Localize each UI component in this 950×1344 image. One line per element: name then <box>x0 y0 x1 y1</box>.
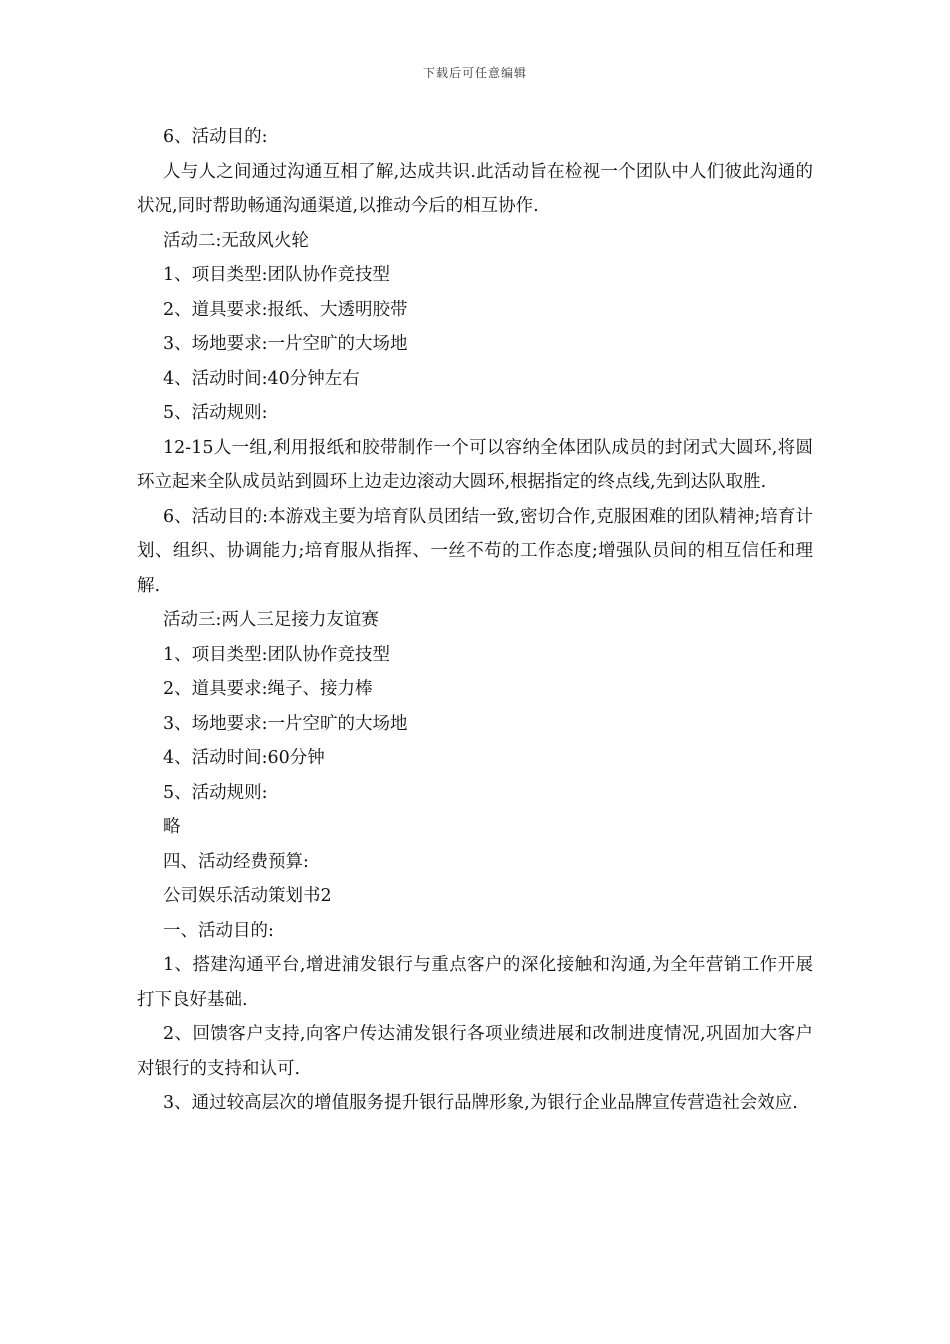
list-item: 5、活动规则: <box>163 403 268 423</box>
paragraph: 略 <box>163 817 181 837</box>
list-item: 2、道具要求:报纸、大透明胶带 <box>163 299 408 320</box>
paragraph: 12-15人一组,利用报纸和胶带制作一个可以容纳全体团队成员的封闭式大圆环,将圆环立起来全队成员站到圆环上边走边滚动大圆环,根据指定的终点线,先到达队取胜. <box>137 437 813 492</box>
section-heading: 四、活动经费预算: <box>163 851 309 872</box>
list-item: 4、活动时间:40分钟左右 <box>163 368 360 389</box>
section-heading: 活动三:两人三足接力友谊赛 <box>163 610 379 630</box>
paragraph: 6、活动目的: <box>163 127 268 147</box>
list-item: 3、场地要求:一片空旷的大场地 <box>163 713 408 734</box>
document-body <box>137 120 813 1121</box>
paragraph: 3、通过较高层次的增值服务提升银行品牌形象,为银行企业品牌宣传营造社会效应. <box>163 1093 798 1113</box>
paragraph: 2、回馈客户支持,向客户传达浦发银行各项业绩进展和改制进度情况,巩固加大客户对银行的支持和认可. <box>137 1024 813 1079</box>
section-heading: 活动二:无敌风火轮 <box>163 230 309 251</box>
section-heading: 一、活动目的: <box>163 920 274 941</box>
list-item: 3、场地要求:一片空旷的大场地 <box>163 334 408 354</box>
list-item: 1、项目类型:团队协作竞技型 <box>163 265 391 285</box>
list-item: 5、活动规则: <box>163 782 268 803</box>
document-title: 公司娱乐活动策划书2 <box>163 886 332 906</box>
list-item: 1、项目类型:团队协作竞技型 <box>163 644 391 665</box>
list-item: 2、道具要求:绳子、接力棒 <box>163 679 373 699</box>
page-header-note: 下载后可任意编辑 <box>422 66 527 80</box>
paragraph: 6、活动目的:本游戏主要为培育队员团结一致,密切合作,克服困难的团队精神;培育计划、组织、协调能力;培育服从指挥、一丝不苟的工作态度;增强队员间的相互信任和理解. <box>137 506 813 596</box>
paragraph: 1、搭建沟通平台,增进浦发银行与重点客户的深化接触和沟通,为全年营销工作开展打下良好基础. <box>137 955 813 1010</box>
paragraph: 人与人之间通过沟通互相了解,达成共识.此活动旨在检视一个团队中人们彼此沟通的状况,同时帮助畅通沟通渠道,以推动今后的相互协作. <box>137 161 813 216</box>
list-item: 4、活动时间:60分钟 <box>163 748 325 768</box>
